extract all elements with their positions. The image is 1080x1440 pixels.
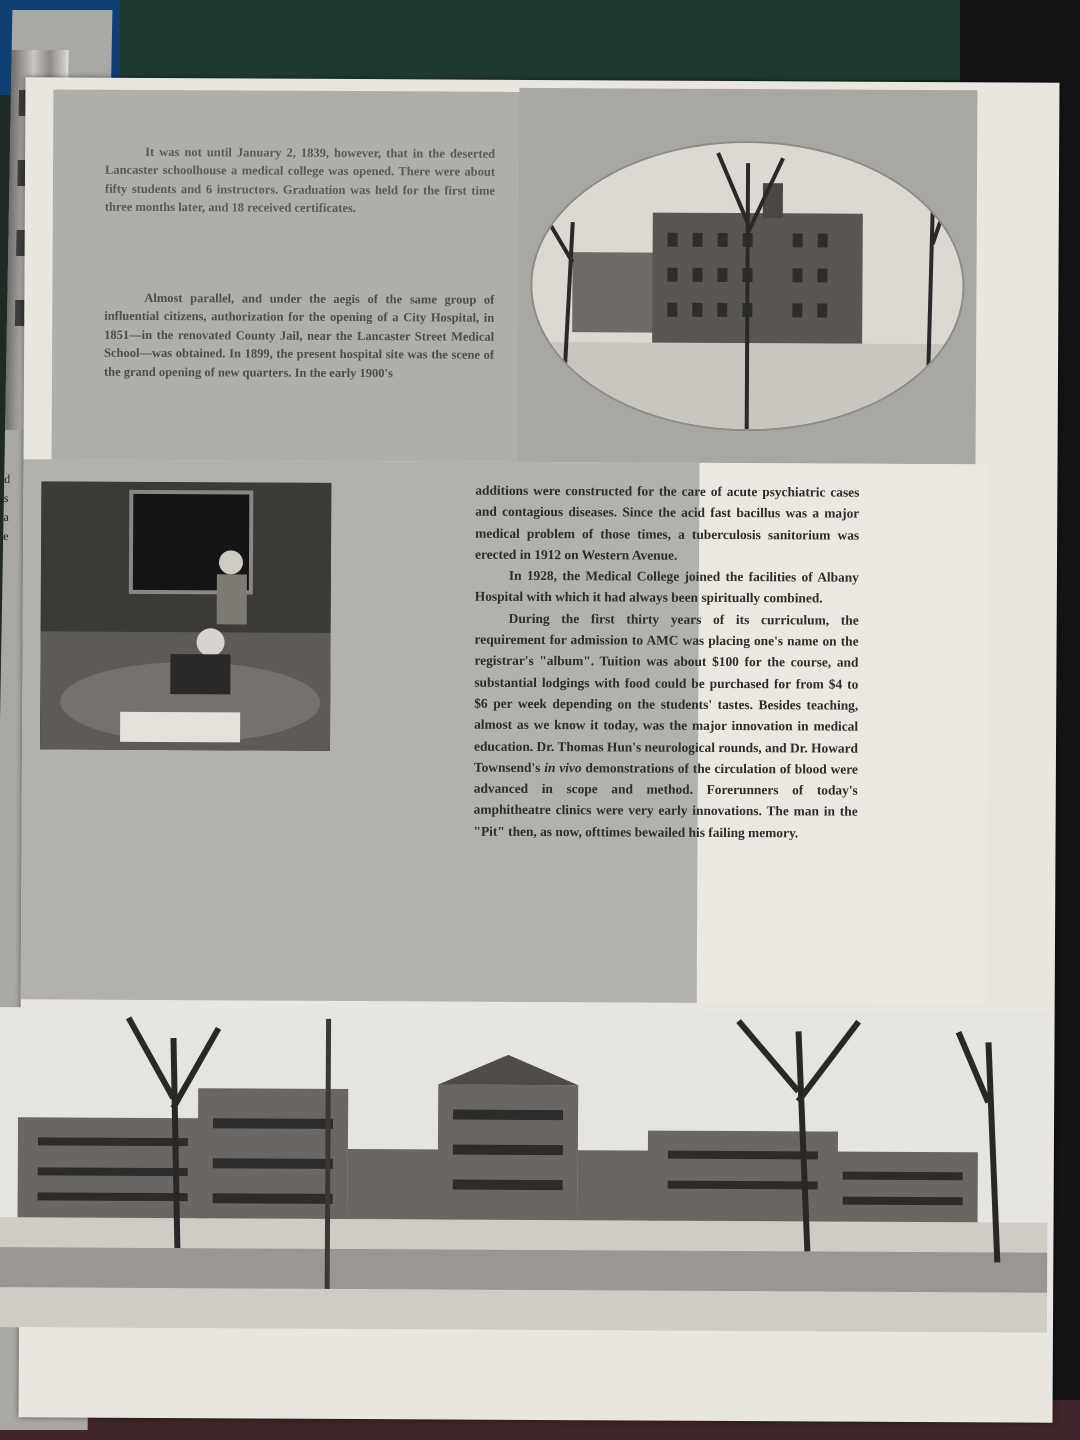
oval-photo-old-building	[530, 140, 966, 432]
faded-paragraph-2: Almost parallel, and under the aegis of the same group of influential citizens, authorization for the opening of a City Hospital, in 1851—in the renovated County Jail, near the Lancaster Street Medical School—was obtained. In 1899, the present hospital site was the scene of the grand opening of new quarters. In the early 1900's	[103, 290, 495, 380]
background-top	[0, 0, 1080, 80]
faded-paragraph-1: It was not until January 2, 1839, however, that in the deserted Lancaster schoolhouse a medical college was opened. There were about fifty students and 6 instructors. Graduation was held for the first time three months later, and 18 received certificates.	[104, 144, 496, 216]
main-paragraph-3	[474, 607, 859, 843]
left-page-text: d s a e	[3, 472, 11, 543]
document-page	[18, 77, 1059, 1422]
main-paragraph-3-end: demonstrations of the circulation of blood were advanced in scope and method. Forerunners of today's amphitheatre clinics were very early innovations. The man in the "Pit" then, as now, ofttimes bewailed his failing memory.	[473, 760, 858, 841]
main-paragraph-2: In 1928, the Medical College joined the facilities of Albany Hospital with which it had always been spiritually combined.	[474, 568, 859, 606]
main-paragraph-3-italic: in vivo	[544, 759, 582, 776]
main-text-column	[474, 480, 860, 844]
panorama-hospital-photo	[0, 1007, 1049, 1332]
main-paragraph-1: additions were constructed for the care of acute psychiatric cases and contagious diseases. Since the acid fast bacillus was a major medical problem of those times, a tuberculosis sanitorium was erected in 1912 on Western Avenue.	[474, 482, 860, 563]
main-paragraph-3-start: During the first thirty years of its curriculum, the requirement for admission to AMC was placing one's name on the registrar's "album". Tuition was about $100 for the course, and substantial lodgings with food could be purchased for from $4 to $6 per week depending on the students' tastes. Besides teaching, almost as we know it today, was the major innovation in medical education. Dr. Thomas Hun's neurological rounds, and Dr. Howard Townsend's	[473, 610, 859, 775]
classroom-photo	[40, 481, 331, 751]
